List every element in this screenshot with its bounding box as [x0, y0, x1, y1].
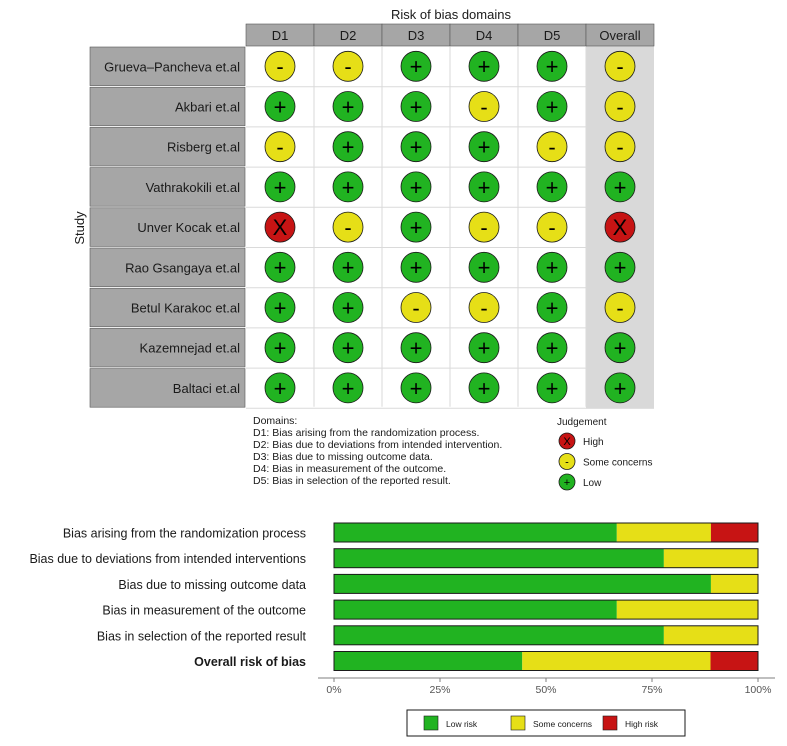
category-label-bias-arising-from-the-randomization-process: Bias arising from the randomization process: [62, 526, 306, 541]
judgement-d2-low-symbol: +: [341, 335, 355, 361]
x-tick-label: 75%: [641, 684, 663, 696]
legend-high-symbol: X: [563, 435, 571, 448]
legend-low-symbol: +: [563, 476, 571, 489]
header-label-overall: Overall: [599, 28, 641, 43]
bar-some-bias-due-to-deviations-from-intended-interventions: [664, 549, 758, 568]
study-name-label: Baltaci et.al: [172, 380, 240, 396]
bar-low-bias-due-to-deviations-from-intended-interventions: [334, 549, 664, 568]
study-name-label: Kazemnejad et.al: [139, 340, 240, 356]
judgement-overall-some-symbol: -: [616, 295, 624, 321]
domain-note-d2: D2: Bias due to deviations from intended intervention.: [253, 439, 503, 451]
bar-legend-swatch-high: [603, 716, 617, 730]
bar-low-overall-risk-of-bias: [334, 652, 522, 671]
judgement-d5-low-symbol: +: [545, 54, 559, 80]
judgement-d5-low-symbol: +: [545, 335, 559, 361]
bar-low-bias-due-to-missing-outcome-data: [334, 574, 711, 593]
judgement-legend-title: Judgement: [557, 417, 607, 428]
judgement-overall-low-symbol: +: [613, 255, 627, 281]
judgement-d3-low-symbol: +: [409, 54, 423, 80]
judgement-d1-low-symbol: +: [273, 295, 287, 321]
judgement-d2-low-symbol: +: [341, 255, 355, 281]
judgement-d2-low-symbol: +: [341, 295, 355, 321]
bar-high-bias-arising-from-the-randomization-process: [711, 523, 758, 542]
judgement-d4-some-symbol: -: [480, 295, 488, 321]
study-name-label: Rao Gsangaya et.al: [125, 260, 240, 276]
bar-low-bias-in-measurement-of-the-outcome: [334, 600, 617, 619]
study-row: [90, 328, 635, 368]
judgement-d1-low-symbol: +: [273, 375, 287, 401]
judgement-d2-some-symbol: -: [344, 215, 352, 241]
judgement-d5-some-symbol: -: [548, 215, 556, 241]
study-name-label: Risberg et.al: [167, 139, 240, 155]
study-row: [90, 127, 635, 167]
study-row: [90, 369, 635, 409]
judgement-d4-low-symbol: +: [477, 134, 491, 160]
judgement-d2-low-symbol: +: [341, 174, 355, 200]
domain-note-d1: D1: Bias arising from the randomization process.: [253, 427, 480, 439]
category-label-bias-due-to-deviations-from-intended-interventions: Bias due to deviations from intended interventions: [29, 552, 306, 567]
judgement-d2-low-symbol: +: [341, 375, 355, 401]
domain-note-d4: D4: Bias in measurement of the outcome.: [253, 463, 447, 475]
judgement-d5-low-symbol: +: [545, 255, 559, 281]
domain-headers: [246, 24, 654, 46]
bar-some-bias-due-to-missing-outcome-data: [711, 574, 758, 593]
x-tick-label: 25%: [429, 684, 451, 696]
x-tick-label: 0%: [326, 684, 342, 696]
judgement-overall-low-symbol: +: [613, 174, 627, 200]
judgement-d3-low-symbol: +: [409, 215, 423, 241]
judgement-d5-low-symbol: +: [545, 174, 559, 200]
judgement-overall-some-symbol: -: [616, 134, 624, 160]
study-name-label: Akbari et.al: [174, 99, 240, 115]
header-label-d4: D4: [475, 28, 493, 43]
bar-some-bias-in-measurement-of-the-outcome: [617, 600, 758, 619]
judgement-d4-low-symbol: +: [477, 335, 491, 361]
study-row: [90, 208, 635, 248]
judgement-d5-low-symbol: +: [545, 94, 559, 120]
domain-note-d3: D3: Bias due to missing outcome data.: [253, 451, 433, 463]
header-label-d1: D1: [271, 28, 289, 43]
judgement-d1-some-symbol: -: [276, 54, 284, 80]
traffic-light-plot: [72, 7, 654, 409]
judgement-d2-low-symbol: +: [341, 94, 355, 120]
judgement-d4-low-symbol: +: [477, 375, 491, 401]
judgement-overall-low-symbol: +: [613, 335, 627, 361]
judgement-d4-some-symbol: -: [480, 94, 488, 120]
legend-some-symbol: -: [565, 456, 569, 469]
judgement-d5-some-symbol: -: [548, 134, 556, 160]
category-label-bias-in-selection-of-the-reported-result: Bias in selection of the reported result: [96, 629, 306, 644]
study-name-label: Unver Kocak et.al: [137, 220, 240, 236]
bar-legend-label-high: High risk: [625, 719, 659, 729]
judgement-d1-high-symbol: X: [272, 215, 288, 241]
legend-label-high: High: [583, 437, 604, 448]
study-row: [90, 288, 635, 328]
domains-note-title: Domains:: [253, 415, 298, 427]
category-label-bias-in-measurement-of-the-outcome: Bias in measurement of the outcome: [102, 603, 306, 618]
category-label-bias-due-to-missing-outcome-data: Bias due to missing outcome data: [118, 577, 306, 592]
judgement-d1-some-symbol: -: [276, 134, 284, 160]
study-name-label: Grueva–Pancheva et.al: [104, 59, 240, 75]
stacked-bars: [334, 523, 758, 671]
judgement-d1-low-symbol: +: [273, 94, 287, 120]
summary-bar-plot: [29, 523, 775, 736]
judgement-d4-low-symbol: +: [477, 174, 491, 200]
study-row: [90, 47, 635, 87]
bar-some-bias-arising-from-the-randomization-process: [617, 523, 711, 542]
x-tick-label: 50%: [535, 684, 557, 696]
judgement-d1-low-symbol: +: [273, 174, 287, 200]
header-label-d5: D5: [543, 28, 561, 43]
bar-legend: [407, 710, 685, 736]
study-row: [90, 248, 635, 288]
judgement-d3-some-symbol: -: [412, 295, 420, 321]
judgement-d3-low-symbol: +: [409, 134, 423, 160]
judgement-d4-low-symbol: +: [477, 255, 491, 281]
judgement-d4-low-symbol: +: [477, 54, 491, 80]
bar-low-bias-in-selection-of-the-reported-result: [334, 626, 664, 645]
judgement-d5-low-symbol: +: [545, 295, 559, 321]
x-axis-ticks: [326, 678, 771, 696]
category-label-overall-risk-of-bias: Overall risk of bias: [194, 655, 306, 669]
bar-low-bias-arising-from-the-randomization-process: [334, 523, 617, 542]
bar-legend-label-low: Low risk: [446, 719, 478, 729]
judgement-legend: [557, 417, 652, 490]
judgement-legend-items: [559, 433, 652, 490]
domain-note-d5: D5: Bias in selection of the reported result.: [253, 475, 451, 487]
judgement-d5-low-symbol: +: [545, 375, 559, 401]
judgement-d3-low-symbol: +: [409, 375, 423, 401]
judgement-d1-low-symbol: +: [273, 255, 287, 281]
domains-note: [253, 415, 502, 487]
judgement-d3-low-symbol: +: [409, 174, 423, 200]
judgement-overall-some-symbol: -: [616, 54, 624, 80]
bar-some-bias-in-selection-of-the-reported-result: [664, 626, 758, 645]
category-labels: [29, 527, 306, 670]
header-label-d2: D2: [339, 28, 357, 43]
bar-legend-swatch-low: [424, 716, 438, 730]
judgement-d3-low-symbol: +: [409, 94, 423, 120]
study-row: [90, 87, 635, 127]
judgement-overall-high-symbol: X: [612, 215, 628, 241]
traffic-light-y-label: Study: [72, 211, 87, 245]
bar-some-overall-risk-of-bias: [522, 652, 710, 671]
header-label-d3: D3: [407, 28, 425, 43]
judgement-d3-low-symbol: +: [409, 335, 423, 361]
bar-legend-swatch-some: [511, 716, 525, 730]
study-row: [90, 168, 635, 208]
judgement-d3-low-symbol: +: [409, 255, 423, 281]
study-name-label: Betul Karakoc et.al: [130, 300, 240, 316]
traffic-light-title: Risk of bias domains: [391, 7, 511, 22]
legend-label-some: Some concerns: [583, 457, 653, 469]
judgement-d2-low-symbol: +: [341, 134, 355, 160]
study-name-label: Vathrakokili et.al: [145, 179, 240, 195]
legend-label-low: Low: [583, 478, 602, 489]
judgement-overall-some-symbol: -: [616, 94, 624, 120]
study-rows: [90, 47, 635, 408]
x-tick-label: 100%: [744, 684, 772, 696]
bar-high-overall-risk-of-bias: [711, 652, 758, 671]
judgement-d2-some-symbol: -: [344, 54, 352, 80]
judgement-d4-some-symbol: -: [480, 215, 488, 241]
bar-legend-label-some: Some concerns: [533, 719, 593, 729]
judgement-overall-low-symbol: +: [613, 375, 627, 401]
judgement-d1-low-symbol: +: [273, 335, 287, 361]
